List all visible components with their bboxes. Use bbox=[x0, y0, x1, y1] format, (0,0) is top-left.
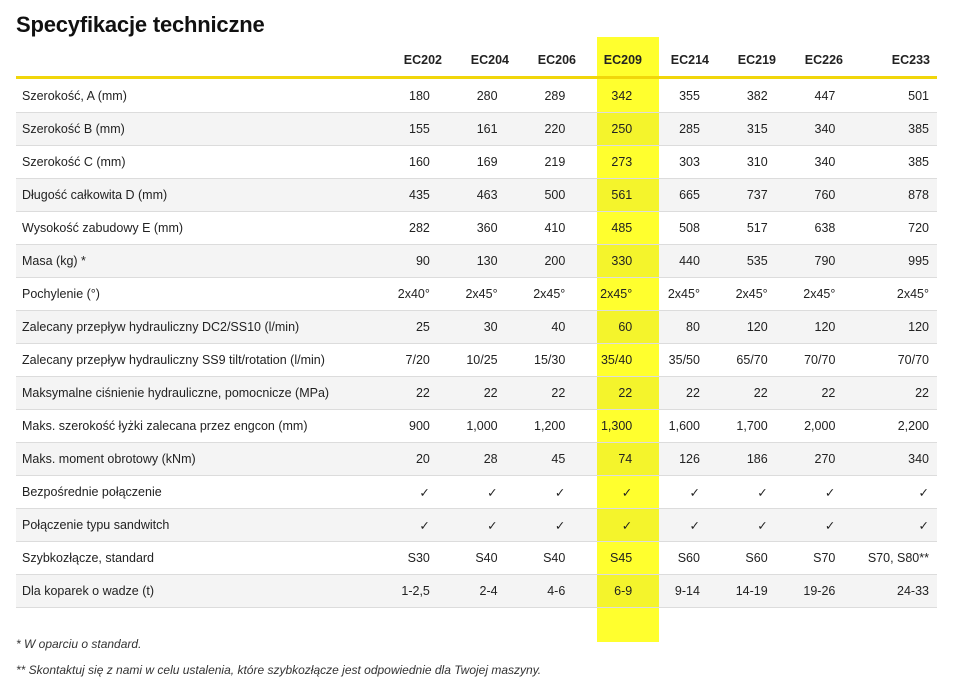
cell-ec209: 22 bbox=[573, 377, 640, 410]
cell-ec202: 20 bbox=[376, 443, 438, 476]
cell-ec214: 285 bbox=[640, 113, 708, 146]
cell-ec219: 14-19 bbox=[708, 575, 776, 608]
cell-ec233: 340 bbox=[843, 443, 937, 476]
table-row bbox=[16, 311, 937, 344]
cell-ec204: 30 bbox=[438, 311, 506, 344]
cell-ec206: ✓ bbox=[506, 509, 574, 542]
cell-ec204: 360 bbox=[438, 212, 506, 245]
cell-ec209: 342 bbox=[573, 80, 640, 113]
cell-ec206: 45 bbox=[506, 443, 574, 476]
cell-ec226: 2,000 bbox=[776, 410, 844, 443]
row-label: Masa (kg) * bbox=[16, 245, 376, 278]
row-label: Maksymalne ciśnienie hydrauliczne, pomocnicze (MPa) bbox=[16, 377, 376, 410]
column-header: EC219 bbox=[737, 53, 776, 67]
cell-ec233: 24-33 bbox=[843, 575, 937, 608]
cell-ec226: 70/70 bbox=[776, 344, 844, 377]
cell-ec226: 790 bbox=[776, 245, 844, 278]
cell-ec202: 435 bbox=[376, 179, 438, 212]
cell-ec233: 720 bbox=[843, 212, 937, 245]
cell-ec214: 303 bbox=[640, 146, 708, 179]
row-label: Szerokość C (mm) bbox=[16, 146, 376, 179]
footnote-standard: * W oparciu o standard. bbox=[16, 637, 142, 651]
cell-ec226: 760 bbox=[776, 179, 844, 212]
cell-ec202: ✓ bbox=[376, 509, 438, 542]
cell-ec209: ✓ bbox=[573, 509, 640, 542]
column-header: EC209 bbox=[603, 53, 642, 67]
cell-ec204: 130 bbox=[438, 245, 506, 278]
header-divider bbox=[16, 76, 937, 79]
cell-ec206: 410 bbox=[506, 212, 574, 245]
cell-ec219: 535 bbox=[708, 245, 776, 278]
cell-ec214: 665 bbox=[640, 179, 708, 212]
cell-ec233: S70, S80** bbox=[843, 542, 937, 575]
cell-ec204: 161 bbox=[438, 113, 506, 146]
cell-ec226: 120 bbox=[776, 311, 844, 344]
cell-ec202: 160 bbox=[376, 146, 438, 179]
cell-ec233: 385 bbox=[843, 146, 937, 179]
cell-ec214: S60 bbox=[640, 542, 708, 575]
row-label: Wysokość zabudowy E (mm) bbox=[16, 212, 376, 245]
cell-ec233: 70/70 bbox=[843, 344, 937, 377]
table-row bbox=[16, 509, 937, 542]
cell-ec226: ✓ bbox=[776, 509, 844, 542]
cell-ec206: 2x45° bbox=[506, 278, 574, 311]
cell-ec233: 2,200 bbox=[843, 410, 937, 443]
cell-ec204: 1,000 bbox=[438, 410, 506, 443]
row-label: Bezpośrednie połączenie bbox=[16, 476, 376, 509]
cell-ec202: 7/20 bbox=[376, 344, 438, 377]
row-label: Dla koparek o wadze (t) bbox=[16, 575, 376, 608]
cell-ec202: 22 bbox=[376, 377, 438, 410]
cell-ec206: 219 bbox=[506, 146, 574, 179]
cell-ec219: 382 bbox=[708, 80, 776, 113]
table-row bbox=[16, 212, 937, 245]
table-row bbox=[16, 476, 937, 509]
table-row bbox=[16, 344, 937, 377]
column-header: EC202 bbox=[403, 53, 442, 67]
table-row bbox=[16, 377, 937, 410]
table-row bbox=[16, 146, 937, 179]
cell-ec206: ✓ bbox=[506, 476, 574, 509]
cell-ec214: 126 bbox=[640, 443, 708, 476]
table-row bbox=[16, 278, 937, 311]
table-row bbox=[16, 410, 937, 443]
cell-ec202: 155 bbox=[376, 113, 438, 146]
cell-ec204: 22 bbox=[438, 377, 506, 410]
cell-ec214: 2x45° bbox=[640, 278, 708, 311]
cell-ec202: 1-2,5 bbox=[376, 575, 438, 608]
column-header: EC206 bbox=[537, 53, 576, 67]
cell-ec226: 340 bbox=[776, 113, 844, 146]
cell-ec209: 330 bbox=[573, 245, 640, 278]
table-row bbox=[16, 245, 937, 278]
cell-ec204: 2x45° bbox=[438, 278, 506, 311]
cell-ec219: 737 bbox=[708, 179, 776, 212]
cell-ec202: 282 bbox=[376, 212, 438, 245]
cell-ec209: 35/40 bbox=[573, 344, 640, 377]
cell-ec206: 15/30 bbox=[506, 344, 574, 377]
row-label: Szerokość, A (mm) bbox=[16, 80, 376, 113]
table-row bbox=[16, 542, 937, 575]
cell-ec209: 250 bbox=[573, 113, 640, 146]
cell-ec214: ✓ bbox=[640, 476, 708, 509]
cell-ec206: 1,200 bbox=[506, 410, 574, 443]
cell-ec204: ✓ bbox=[438, 476, 506, 509]
table-row bbox=[16, 443, 937, 476]
cell-ec219: 310 bbox=[708, 146, 776, 179]
cell-ec202: 900 bbox=[376, 410, 438, 443]
row-label: Zalecany przepływ hydrauliczny SS9 tilt/rotation (l/min) bbox=[16, 344, 376, 377]
table-row bbox=[16, 179, 937, 212]
cell-ec233: 120 bbox=[843, 311, 937, 344]
cell-ec219: 65/70 bbox=[708, 344, 776, 377]
cell-ec209: ✓ bbox=[573, 476, 640, 509]
cell-ec214: 440 bbox=[640, 245, 708, 278]
cell-ec233: 501 bbox=[843, 80, 937, 113]
cell-ec214: 508 bbox=[640, 212, 708, 245]
cell-ec206: 220 bbox=[506, 113, 574, 146]
cell-ec206: 200 bbox=[506, 245, 574, 278]
cell-ec226: 340 bbox=[776, 146, 844, 179]
cell-ec209: 74 bbox=[573, 443, 640, 476]
table-header bbox=[16, 45, 937, 76]
cell-ec233: ✓ bbox=[843, 476, 937, 509]
cell-ec226: ✓ bbox=[776, 476, 844, 509]
cell-ec214: 80 bbox=[640, 311, 708, 344]
spec-table bbox=[16, 80, 937, 608]
row-label: Szerokość B (mm) bbox=[16, 113, 376, 146]
row-label: Maks. szerokość łyżki zalecana przez engcon (mm) bbox=[16, 410, 376, 443]
column-header: EC226 bbox=[804, 53, 843, 67]
cell-ec204: 280 bbox=[438, 80, 506, 113]
cell-ec206: 4-6 bbox=[506, 575, 574, 608]
row-label: Długość całkowita D (mm) bbox=[16, 179, 376, 212]
cell-ec204: ✓ bbox=[438, 509, 506, 542]
row-label: Szybkozłącze, standard bbox=[16, 542, 376, 575]
cell-ec202: ✓ bbox=[376, 476, 438, 509]
cell-ec209: 273 bbox=[573, 146, 640, 179]
cell-ec209: 485 bbox=[573, 212, 640, 245]
cell-ec209: 60 bbox=[573, 311, 640, 344]
column-header: EC204 bbox=[470, 53, 509, 67]
cell-ec219: ✓ bbox=[708, 509, 776, 542]
page-title: Specyfikacje techniczne bbox=[16, 12, 265, 37]
cell-ec202: 90 bbox=[376, 245, 438, 278]
cell-ec226: S70 bbox=[776, 542, 844, 575]
cell-ec214: 22 bbox=[640, 377, 708, 410]
footnote-quick-coupler: ** Skontaktuj się z nami w celu ustalenia, które szybkozłącze jest odpowiednie dla Twojej maszyny. bbox=[16, 663, 542, 677]
cell-ec233: 22 bbox=[843, 377, 937, 410]
cell-ec219: 2x45° bbox=[708, 278, 776, 311]
cell-ec226: 270 bbox=[776, 443, 844, 476]
cell-ec214: 355 bbox=[640, 80, 708, 113]
cell-ec219: 186 bbox=[708, 443, 776, 476]
cell-ec209: 561 bbox=[573, 179, 640, 212]
cell-ec202: S30 bbox=[376, 542, 438, 575]
cell-ec204: 28 bbox=[438, 443, 506, 476]
cell-ec204: 169 bbox=[438, 146, 506, 179]
table-row bbox=[16, 80, 937, 113]
cell-ec202: 2x40° bbox=[376, 278, 438, 311]
row-label: Połączenie typu sandwitch bbox=[16, 509, 376, 542]
cell-ec233: 385 bbox=[843, 113, 937, 146]
cell-ec209: 2x45° bbox=[573, 278, 640, 311]
cell-ec214: 1,600 bbox=[640, 410, 708, 443]
cell-ec206: S40 bbox=[506, 542, 574, 575]
table-row bbox=[16, 113, 937, 146]
cell-ec204: 2-4 bbox=[438, 575, 506, 608]
column-header: EC233 bbox=[891, 53, 930, 67]
cell-ec233: 995 bbox=[843, 245, 937, 278]
cell-ec202: 25 bbox=[376, 311, 438, 344]
cell-ec226: 2x45° bbox=[776, 278, 844, 311]
table-row bbox=[16, 575, 937, 608]
row-label: Maks. moment obrotowy (kNm) bbox=[16, 443, 376, 476]
cell-ec209: 1,300 bbox=[573, 410, 640, 443]
cell-ec219: 22 bbox=[708, 377, 776, 410]
cell-ec219: 1,700 bbox=[708, 410, 776, 443]
cell-ec206: 500 bbox=[506, 179, 574, 212]
cell-ec226: 638 bbox=[776, 212, 844, 245]
cell-ec204: 10/25 bbox=[438, 344, 506, 377]
cell-ec204: S40 bbox=[438, 542, 506, 575]
cell-ec219: 315 bbox=[708, 113, 776, 146]
cell-ec219: 517 bbox=[708, 212, 776, 245]
cell-ec226: 22 bbox=[776, 377, 844, 410]
cell-ec209: S45 bbox=[573, 542, 640, 575]
cell-ec206: 40 bbox=[506, 311, 574, 344]
cell-ec214: 9-14 bbox=[640, 575, 708, 608]
column-header: EC214 bbox=[670, 53, 709, 67]
cell-ec219: S60 bbox=[708, 542, 776, 575]
cell-ec206: 289 bbox=[506, 80, 574, 113]
cell-ec202: 180 bbox=[376, 80, 438, 113]
cell-ec219: 120 bbox=[708, 311, 776, 344]
cell-ec204: 463 bbox=[438, 179, 506, 212]
cell-ec209: 6-9 bbox=[573, 575, 640, 608]
cell-ec233: 2x45° bbox=[843, 278, 937, 311]
cell-ec226: 447 bbox=[776, 80, 844, 113]
cell-ec206: 22 bbox=[506, 377, 574, 410]
cell-ec233: ✓ bbox=[843, 509, 937, 542]
cell-ec233: 878 bbox=[843, 179, 937, 212]
cell-ec214: 35/50 bbox=[640, 344, 708, 377]
cell-ec219: ✓ bbox=[708, 476, 776, 509]
cell-ec226: 19-26 bbox=[776, 575, 844, 608]
row-label: Zalecany przepływ hydrauliczny DC2/SS10 (l/min) bbox=[16, 311, 376, 344]
row-label: Pochylenie (°) bbox=[16, 278, 376, 311]
cell-ec214: ✓ bbox=[640, 509, 708, 542]
